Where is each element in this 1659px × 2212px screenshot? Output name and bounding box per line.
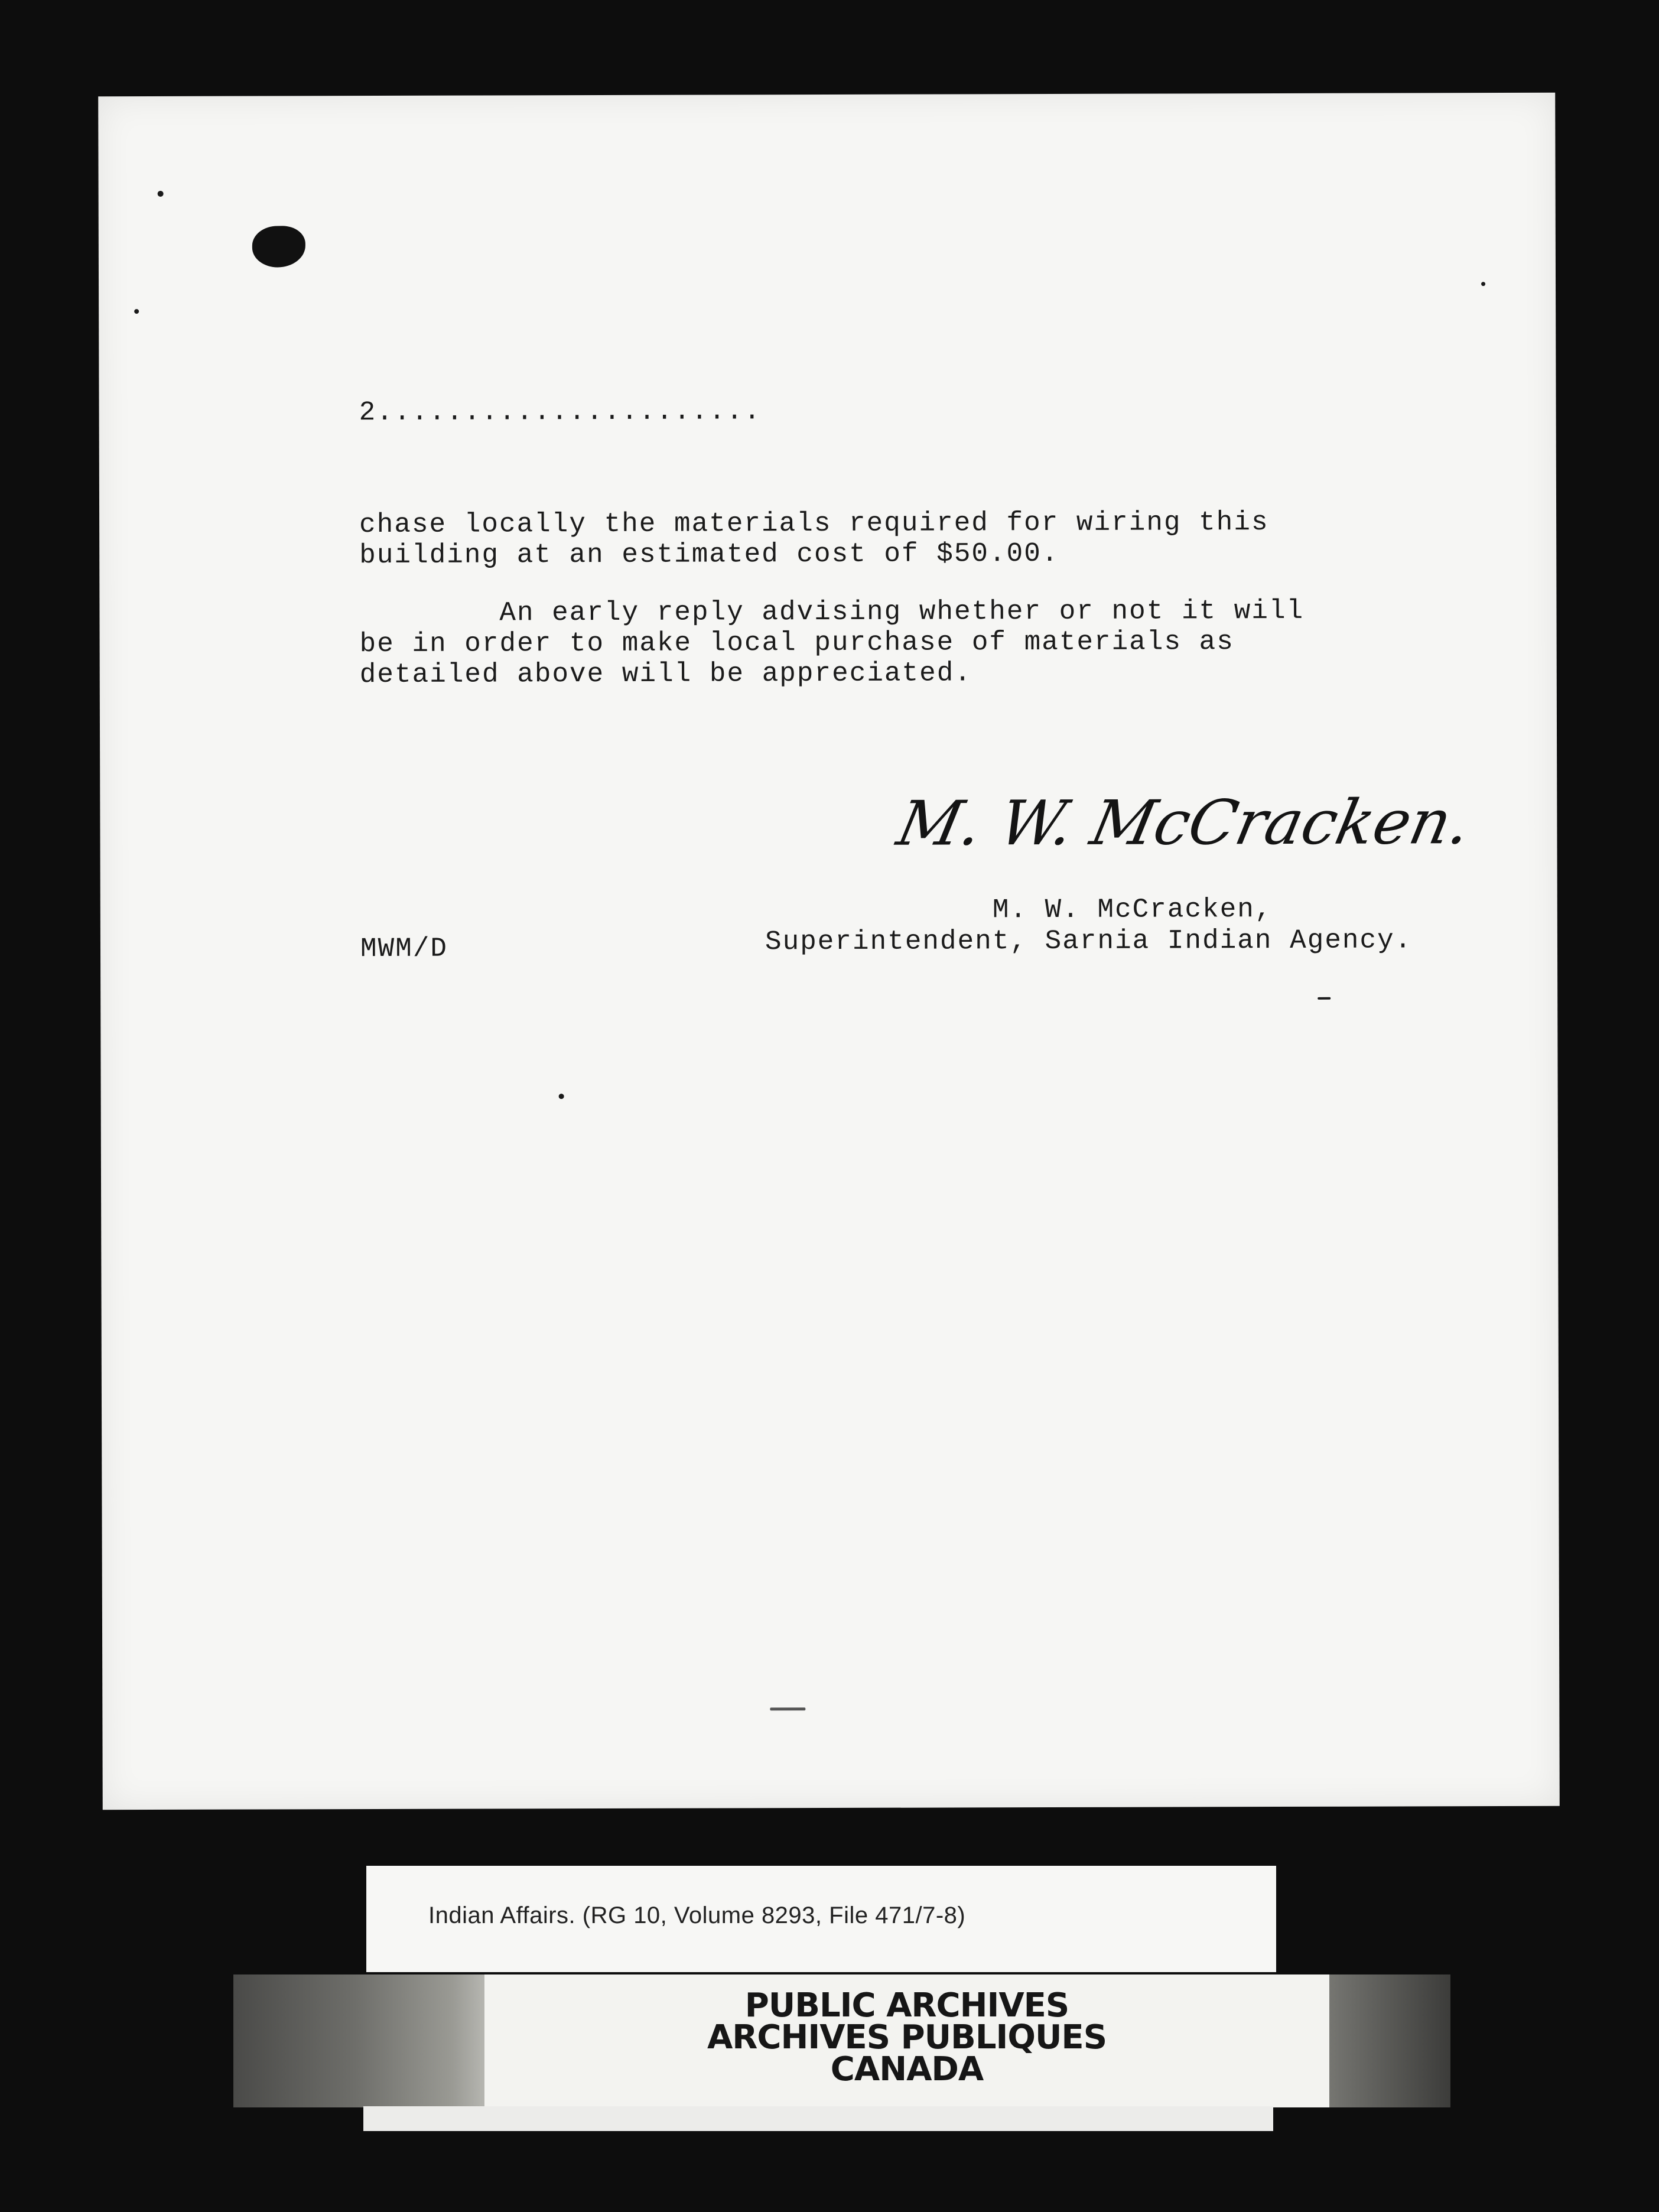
- signatory-name: M. W. McCracken,: [992, 894, 1273, 926]
- letter-page: [98, 93, 1560, 1810]
- archive-stamp-edge: [363, 2106, 1273, 2131]
- speck: [1318, 997, 1331, 1000]
- stamp-line-3: CANADA: [830, 2050, 984, 2089]
- handwritten-signature: [891, 773, 1478, 874]
- speck: [158, 191, 164, 197]
- signatory-title: Superintendent, Sarnia Indian Agency.: [765, 925, 1413, 958]
- speck: [1481, 282, 1485, 286]
- paragraph-2: [359, 596, 1304, 690]
- ink-blot: [252, 226, 305, 267]
- stamp-line-2: ARCHIVES PUBLIQUES: [707, 2018, 1107, 2057]
- text-line: be in order to make local purchase of materials as: [359, 626, 1234, 660]
- speck: [770, 1707, 805, 1710]
- signature-text: M. W. McCracken.: [891, 786, 1478, 860]
- page-number: 2......................: [359, 396, 762, 428]
- reference-initials: MWM/D: [360, 933, 448, 965]
- text-line: An early reply advising whether or not it will: [359, 595, 1305, 629]
- archive-reference: Indian Affairs. (RG 10, Volume 8293, File 471/7-8): [428, 1902, 966, 1928]
- text-line: building at an estimated cost of $50.00.: [359, 538, 1059, 571]
- speck: [134, 309, 139, 314]
- text-line: detailed above will be appreciated.: [359, 658, 972, 691]
- archive-reference-label: [366, 1866, 1276, 1972]
- speck: [559, 1094, 564, 1099]
- paragraph-1: [359, 507, 1269, 571]
- text-line: chase locally the materials required for wiring this: [359, 507, 1269, 541]
- stamp-line-1: PUBLIC ARCHIVES: [744, 1986, 1069, 2025]
